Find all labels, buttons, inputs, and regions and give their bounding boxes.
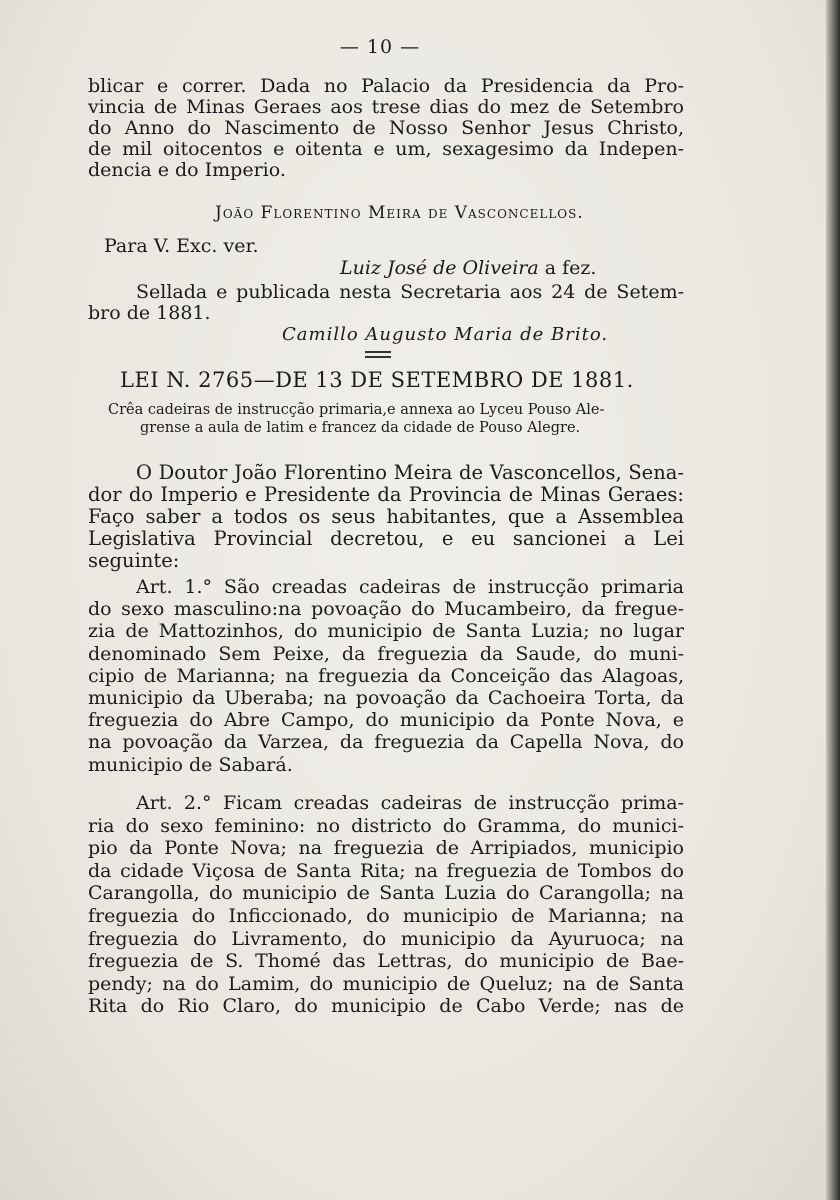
text-line: Para V. Exc. ver.	[104, 235, 259, 257]
para-line	[104, 236, 259, 257]
author-line	[340, 258, 596, 279]
divider-line	[365, 351, 391, 353]
text-line: Rita do Rio Claro, do municipio de Cabo Verde; nas de	[88, 995, 684, 1018]
text-line: O Doutor João Florentino Meira de Vasconcellos, Sena-	[136, 461, 684, 484]
text-line: freguezia do Livramento, do municipio da Ayuruoca; na	[88, 927, 684, 950]
text-line: Art. 1.° São creadas cadeiras de instrucção primaria	[136, 576, 684, 598]
law-title: LEI N. 2765—DE 13 DE SETEMBRO DE 1881.	[120, 368, 634, 392]
text-line: da cidade Viçosa de Santa Rita; na freguezia de Tombos do	[88, 859, 684, 882]
text-line: Faço saber a todos os seus habitantes, que a Assemblea	[88, 505, 684, 528]
text-line: bro de 1881.	[88, 302, 211, 324]
author-name: Luiz José de Oliveira	[340, 257, 539, 279]
text-line: do sexo masculino:na povoação do Mucambeiro, da fregue-	[88, 598, 684, 621]
text-line: na povoação da Varzea, da freguezia da Capella Nova, do	[88, 731, 684, 754]
page-edge-shadow	[826, 0, 840, 1200]
text-line: pio da Ponte Nova; na freguezia de Arripiados, municipio	[88, 837, 684, 860]
text-line: vincia de Minas Geraes aos trese dias do mez de Setembro	[88, 96, 684, 118]
text-line: seguinte:	[88, 549, 180, 572]
secretary-signature: Camillo Augusto Maria de Brito.	[282, 324, 609, 345]
text-line: freguezia do Abre Campo, do municipio da Ponte Nova, e	[88, 709, 684, 732]
text-line: de mil oitocentos e oitenta e um, sexagesimo da Indepen-	[88, 138, 684, 160]
text-line: Crêa cadeiras de instrucção primaria,e annexa ao Lyceu Pouso Ale-	[108, 402, 605, 418]
text-line: pendy; na do Lamim, do municipio de Queluz; na de Santa	[88, 972, 684, 995]
article-1	[88, 576, 684, 776]
opening-paragraph	[88, 76, 684, 181]
text-line: Sellada e publicada nesta Secretaria aos 24 de Setem-	[136, 281, 684, 303]
article-2	[88, 792, 684, 1018]
text-line: ria do sexo feminino: no districto do Gramma, do munici-	[88, 814, 684, 837]
president-signature: João Florentino Meira de Vasconcellos.	[215, 203, 584, 223]
text-line: do Anno do Nascimento de Nosso Senhor Jesus Christo,	[88, 117, 684, 139]
text-line: dencia e do Imperio.	[88, 159, 286, 181]
text-line: municipio da Uberaba; na povoação da Cachoeira Torta, da	[88, 687, 684, 710]
text-line: dor do Imperio e Presidente da Provincia de Minas Geraes:	[88, 483, 684, 506]
page-number: — 10 —	[339, 36, 421, 58]
text-line: Carangolla, do municipio de Santa Luzia do Carangolla; na	[88, 882, 684, 905]
text-line: denominado Sem Peixe, da freguezia da Saude, do muni-	[88, 642, 684, 665]
text-line: Art. 2.° Ficam creadas cadeiras de instrucção prima-	[136, 792, 684, 814]
law-summary	[108, 401, 668, 437]
text-line: zia de Mattozinhos, do municipio de Santa Luzia; no lugar	[88, 620, 684, 643]
text-line: freguezia de S. Thomé das Lettras, do municipio de Bae-	[88, 950, 684, 973]
preamble-paragraph	[88, 462, 684, 572]
text-line: cipio de Marianna; na freguezia da Conceição das Alagoas,	[88, 664, 684, 687]
text-line: blicar e correr. Dada no Palacio da Presidencia da Pro-	[88, 75, 684, 97]
sealed-paragraph	[88, 282, 684, 324]
divider-line	[365, 356, 391, 358]
text-line: Legislativa Provincial decretou, e eu sancionei a Lei	[88, 527, 684, 550]
text-line: freguezia do Inficcionado, do municipio de Marianna; na	[88, 904, 684, 927]
text-line: grense a aula de latim e francez da cidade de Pouso Alegre.	[140, 420, 581, 436]
text-line: municipio de Sabará.	[88, 753, 293, 776]
author-suffix: a fez.	[538, 257, 597, 279]
